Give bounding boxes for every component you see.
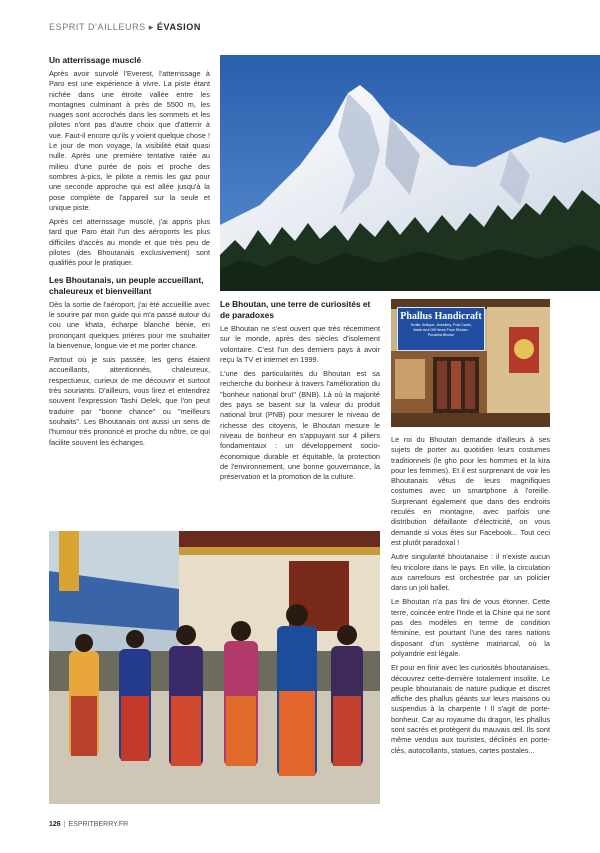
shop-sign <box>397 307 485 351</box>
shop-sign-line: Punakha Bhutan <box>427 333 455 337</box>
paragraph: L'une des particularités du Bhoutan est sa recherche du bonheur à travers l'amélioration du "bonheur national brut" (BNB). Là où la majorité des pays se basent sur la valeur du produit national brut (PNB) pour mesurer le niveau de richesse des citoyens, le Bhoutan mesure le niveau de bonheur en s'appuyant sur 4 piliers fondamentaux : un développement socio-économique durable et équitable, la protection de l'environnement, une bonne gouvernance, la préservation et la promotion de la culture. <box>220 369 380 482</box>
festival-dancers-photo <box>49 531 380 804</box>
shop-sign-line: Textile, Antique, Jewellery, Post Cards, <box>410 323 472 327</box>
paragraph: Le Bhoutan ne s'est ouvert que très récemment sur le monde, après des siècles d'isolement volontaire. C'est l'un des derniers pays à avoir reçu la TV et internet en 1999. <box>220 324 380 364</box>
column-right <box>391 435 550 760</box>
running-header <box>49 22 201 33</box>
paragraph: Après cet atterrissage musclé, j'ai appris plus tard que Paro était l'un des aéroports les plus difficiles d'accès au monde et que très peu de pilotes (des Bhoutanais exclusivement) sont qualifiés pour le pratiquer. <box>49 217 210 268</box>
header-section: ESPRIT D'AILLEURS <box>49 22 146 32</box>
column-middle <box>220 299 380 486</box>
mountain-photo <box>220 55 600 291</box>
paragraph: Après avoir survolé l'Everest, l'atterrissage à Paro est une expérience à vivre. La piste étant nichée dans une étroite vallée entre les montagnes culminant à près de 5500 m, les nuages sont accrochés dans les sommets et les pilotes n'ont pas d'autre choix que d'atterrir à vue. Faut-il encore qu'ils y voient quelque chose ! Le jour de mon voyage, la visibilité était quasi nulle. Après une première tentative ratée au milieu d'une purée de pois et proche des sombres à-pics, le pilote a remis les gaz pour une seconde approche qui est allée jusqu'à la pose complète de l'appareil sur la seule et unique piste. <box>49 69 210 212</box>
paragraph: Le Bhoutan n'a pas fini de vous étonner. Cette terre, coincée entre l'Inde et la Chine qui ne sont pas des modèles en terme de condition féminine, est pourtant l'une des rares nations disposant d'un système matriarcal, où la polyandrie est légale. <box>391 597 550 658</box>
page-number: 126 <box>49 821 61 828</box>
shop-sign-title: Phallus Handicraft <box>400 311 482 322</box>
paragraph: Autre singularité bhoutanaise : il n'existe aucun feu tricolore dans le pays. En ville, la circulation aux carrefours est orchestrée par un policier dans un joli ballet. <box>391 552 550 593</box>
footer-site: ESPRITBERRY.FR <box>68 821 129 828</box>
column-left <box>49 55 210 452</box>
shop-photo <box>391 299 550 427</box>
paragraph: Dès la sortie de l'aéroport, j'ai été accueillie avec le sourire par mon guide qui m'a passé autour du cou une khata, écharpe blanche bénie, en prononçant quelques prières pour me souhaiter la bienvenue, longue vie et me porter chance. <box>49 299 210 350</box>
section-heading-people: Les Bhoutanais, un peuple accueillant, chaleureux et bienveillant <box>49 274 204 296</box>
section-heading-curiosities: Le Bhoutan, une terre de curiosités et de paradoxes <box>220 299 371 320</box>
paragraph: Et pour en finir avec les curiosités bhoutanaises, découvrez cette-dernière totalement insolite. Le peuple bhoutanais de nature pudique et discret affiche des phallus géants sur leurs maisons ou suspendus à la charpente ! Il s'agit de porte-bonheur. Car au royaume du dragon, les phallus sont sacrés et protègent du mauvais œil. Ils sont même vendus aux touristes, déclinés en porte-clés, autocollants, statues, cartes postales... <box>391 663 550 755</box>
shop-sign-line: Mask And Gift Items From Bhutan. <box>413 328 469 332</box>
triangle-right-icon: ▸ <box>148 22 154 32</box>
paragraph: Le roi du Bhoutan demande d'ailleurs à ses sujets de porter au quotidien leurs costumes traditionnels (le gho pour les hommes et la kira pour les femmes). Et il est surprenant de voir les Bhoutanais vêtus de leurs magnifiques costumes avec un smartphone à l'oreille. Surprenant également que dans des endroits reculés en montagne, avec parfois une distribution défaillante d'électricité, on vous demande si vous êtes sur Facebook... Tout ceci est plutôt paradoxal ! <box>391 435 550 547</box>
page-footer <box>49 821 128 828</box>
header-category: ÉVASION <box>156 22 201 32</box>
paragraph: Partout où je suis passée, les gens étaient accueillants, attentionnés, chaleureux, respectueux, curieux de me découvrir et surtout très souriants. D'ailleurs, vous lirez et entendrez souvent l'expression Tashi Delek, que l'on peut traduire par "bonne chance" ou "meilleurs souhaits". Les Bhoutanais ont aussi un sens de l'humour très prononcé et proche du nôtre, ce qui facilite souvent les échanges. <box>49 355 210 447</box>
footer-divider: | <box>63 821 66 828</box>
section-heading-landing: Un atterrissage musclé <box>49 55 142 65</box>
